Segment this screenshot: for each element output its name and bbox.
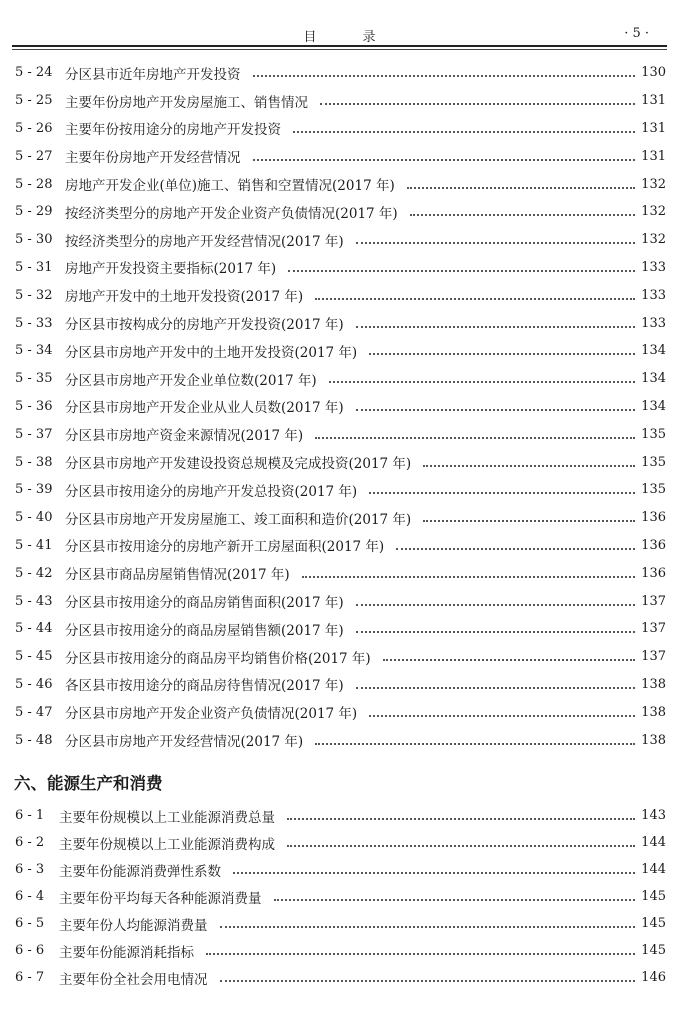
dot-leader (253, 74, 636, 77)
toc-entry-title: 分区县市房地产资金来源情况(2017 年) (65, 424, 309, 444)
toc-entry-number: 5 - 35 (15, 371, 53, 387)
toc-entry-number: 5 - 30 (15, 232, 53, 248)
toc-entry[interactable] (0, 59, 679, 87)
toc-section-6-list (0, 802, 679, 991)
toc-entry-title-wrap (65, 396, 635, 416)
toc-entry-title: 分区县市房地产开发建设投资总规模及完成投资(2017 年) (65, 452, 417, 472)
toc-entry-title: 主要年份房地产开发房屋施工、销售情况 (65, 91, 314, 111)
toc-entry-number: 5 - 40 (15, 510, 53, 526)
toc-entry[interactable] (0, 198, 679, 226)
toc-entry-number: 6 - 1 (15, 808, 45, 823)
toc-entry-page: 137 (641, 593, 666, 609)
toc-entry-page: 135 (641, 426, 666, 442)
toc-entry-number: 5 - 25 (15, 93, 53, 109)
toc-entry-number: 5 - 38 (15, 454, 53, 470)
toc-entry-title: 分区县市按用途分的房地产开发总投资(2017 年) (65, 480, 363, 500)
toc-entry-title: 分区县市房地产开发房屋施工、竣工面积和造价(2017 年) (65, 508, 417, 528)
toc-entry-title-wrap (65, 674, 635, 694)
toc-entry-number: 5 - 31 (15, 259, 53, 275)
toc-entry[interactable] (0, 476, 679, 504)
dot-leader (302, 575, 635, 578)
toc-entry-number: 5 - 42 (15, 565, 53, 581)
dot-leader (287, 844, 635, 847)
toc-entry[interactable] (0, 829, 679, 856)
toc-entry-title-wrap (65, 452, 635, 472)
toc-entry[interactable] (0, 281, 679, 309)
toc-entry-page: 138 (641, 676, 666, 692)
toc-entry-title: 分区县市房地产开发经营情况(2017 年) (65, 730, 309, 750)
toc-entry-page: 138 (641, 704, 666, 720)
toc-entry-page: 134 (641, 371, 666, 387)
toc-entry[interactable] (0, 643, 679, 671)
toc-entry-title-wrap (65, 563, 635, 583)
dot-leader (274, 898, 636, 901)
dot-leader (356, 325, 635, 328)
toc-entry-page: 144 (641, 862, 666, 877)
toc-entry-title-wrap (65, 480, 635, 500)
toc-entry-title-wrap (59, 833, 635, 853)
toc-entry-title: 主要年份人均能源消费量 (59, 914, 214, 934)
toc-entry-number: 6 - 5 (15, 916, 45, 931)
toc-entry[interactable] (0, 448, 679, 476)
toc-entry-number: 5 - 43 (15, 593, 53, 609)
toc-entry-page: 134 (641, 398, 666, 414)
header-rule-thin (12, 49, 667, 50)
toc-entry[interactable] (0, 226, 679, 254)
dot-leader (206, 952, 635, 955)
toc-entry-title-wrap (65, 230, 635, 250)
toc-entry[interactable] (0, 615, 679, 643)
dot-leader (423, 519, 635, 522)
toc-entry-title-wrap (59, 806, 635, 826)
toc-entry-title: 分区县市房地产开发企业单位数(2017 年) (65, 369, 323, 389)
toc-entry-title-wrap (65, 313, 635, 333)
toc-entry-title: 房地产开发中的土地开发投资(2017 年) (65, 285, 309, 305)
dot-leader (315, 436, 635, 439)
toc-entry-title-wrap (59, 860, 635, 880)
toc-entry[interactable] (0, 726, 679, 754)
toc-entry-page: 143 (641, 808, 666, 823)
toc-entry-title: 分区县市近年房地产开发投资 (65, 63, 247, 83)
section-6-heading: 六、能源生产和消费 (14, 774, 163, 793)
dot-leader (383, 658, 635, 661)
toc-entry[interactable] (0, 365, 679, 393)
toc-entry[interactable] (0, 87, 679, 115)
toc-entry-number: 6 - 2 (15, 835, 45, 850)
toc-entry[interactable] (0, 856, 679, 883)
toc-entry-title-wrap (65, 202, 635, 222)
toc-entry-title-wrap (65, 702, 635, 722)
dot-leader (315, 742, 635, 745)
dot-leader (315, 297, 635, 300)
toc-entry[interactable] (0, 254, 679, 282)
page-header (12, 26, 667, 45)
toc-entry-page: 137 (641, 621, 666, 637)
toc-entry-number: 5 - 44 (15, 621, 53, 637)
toc-entry-number: 5 - 46 (15, 676, 53, 692)
toc-entry[interactable] (0, 698, 679, 726)
toc-entry-page: 135 (641, 482, 666, 498)
toc-entry-title: 主要年份平均每天各种能源消费量 (59, 887, 268, 907)
toc-entry-title-wrap (65, 424, 635, 444)
toc-entry-page: 132 (641, 204, 666, 220)
toc-entry-number: 5 - 24 (15, 65, 53, 81)
toc-entry-title: 分区县市按用途分的商品房平均销售价格(2017 年) (65, 647, 377, 667)
toc-entry-number: 5 - 27 (15, 148, 53, 164)
toc-entry[interactable] (0, 337, 679, 365)
toc-entry-page: 132 (641, 176, 666, 192)
toc-entry-page: 144 (641, 835, 666, 850)
toc-entry-title-wrap (65, 730, 635, 750)
toc-entry-title: 主要年份全社会用电情况 (59, 968, 214, 988)
toc-entry-page: 133 (641, 315, 666, 331)
dot-leader (369, 714, 635, 717)
toc-entry[interactable] (0, 142, 679, 170)
toc-entry-number: 5 - 36 (15, 398, 53, 414)
toc-entry-title-wrap (65, 174, 635, 194)
toc-entry-page: 132 (641, 232, 666, 248)
toc-entry-title-wrap (65, 257, 635, 277)
toc-entry-title-wrap (59, 968, 635, 988)
toc-entry[interactable] (0, 115, 679, 143)
toc-entry-title-wrap (65, 619, 635, 639)
toc-entry-number: 5 - 32 (15, 287, 53, 303)
toc-entry[interactable] (0, 504, 679, 532)
toc-entry-title: 分区县市按构成分的房地产开发投资(2017 年) (65, 313, 350, 333)
toc-entry-number: 5 - 33 (15, 315, 53, 331)
toc-entry-page: 146 (641, 970, 666, 985)
toc-entry-title: 按经济类型分的房地产开发企业资产负债情况(2017 年) (65, 202, 404, 222)
toc-entry-title-wrap (65, 63, 635, 83)
toc-entry-page: 134 (641, 343, 666, 359)
toc-entry-page: 133 (641, 259, 666, 275)
toc-entry-title: 主要年份按用途分的房地产开发投资 (65, 118, 287, 138)
toc-entry-title: 按经济类型分的房地产开发经营情况(2017 年) (65, 230, 350, 250)
toc-entry-number: 5 - 48 (15, 732, 53, 748)
toc-entry-page: 145 (641, 943, 666, 958)
dot-leader (356, 603, 635, 606)
toc-entry-number: 6 - 4 (15, 889, 45, 904)
toc-entry-number: 5 - 37 (15, 426, 53, 442)
toc-entry-page: 136 (641, 510, 666, 526)
toc-entry-title-wrap (65, 118, 635, 138)
header-page-number: · 5 · (624, 26, 649, 41)
toc-entry-title-wrap (65, 591, 635, 611)
dot-leader (369, 352, 635, 355)
toc-entry-title-wrap (65, 369, 635, 389)
dot-leader (220, 925, 636, 928)
toc-entry-title-wrap (59, 941, 635, 961)
toc-entry-title-wrap (65, 146, 635, 166)
toc-entry-page: 135 (641, 454, 666, 470)
toc-entry-title: 房地产开发企业(单位)施工、销售和空置情况(2017 年) (65, 174, 401, 194)
toc-entry-title-wrap (65, 91, 635, 111)
dot-leader (287, 817, 635, 820)
toc-entry-title-wrap (65, 647, 635, 667)
toc-entry-title: 房地产开发投资主要指标(2017 年) (65, 257, 282, 277)
toc-section-5-list (0, 59, 679, 754)
dot-leader (423, 464, 635, 467)
toc-entry-number: 6 - 7 (15, 970, 45, 985)
dot-leader (233, 871, 635, 874)
dot-leader (356, 241, 635, 244)
toc-entry[interactable] (0, 802, 679, 829)
dot-leader (220, 979, 636, 982)
toc-entry-title: 主要年份规模以上工业能源消费总量 (59, 806, 281, 826)
toc-entry[interactable] (0, 420, 679, 448)
toc-entry-number: 5 - 45 (15, 649, 53, 665)
toc-entry-page: 145 (641, 889, 666, 904)
toc-entry-number: 6 - 6 (15, 943, 45, 958)
toc-entry-page: 136 (641, 565, 666, 581)
toc-entry-number: 5 - 28 (15, 176, 53, 192)
toc-entry-title: 分区县市按用途分的商品房屋销售额(2017 年) (65, 619, 350, 639)
toc-entry-page: 130 (641, 65, 666, 81)
toc-entry-number: 5 - 34 (15, 343, 53, 359)
toc-entry-page: 138 (641, 732, 666, 748)
toc-entry[interactable] (0, 964, 679, 991)
toc-entry[interactable] (0, 559, 679, 587)
dot-leader (356, 630, 635, 633)
toc-entry-title: 分区县市按用途分的商品房销售面积(2017 年) (65, 591, 350, 611)
toc-entry[interactable] (0, 587, 679, 615)
toc-entry-number: 5 - 29 (15, 204, 53, 220)
dot-leader (396, 547, 635, 550)
dot-leader (356, 408, 635, 411)
toc-entry-page: 131 (641, 148, 666, 164)
toc-entry-title-wrap (65, 341, 635, 361)
toc-entry[interactable] (0, 309, 679, 337)
toc-entry-page: 131 (641, 120, 666, 136)
dot-leader (293, 130, 635, 133)
toc-entry-title: 各区县市按用途分的商品房待售情况(2017 年) (65, 674, 350, 694)
toc-entry-title: 主要年份规模以上工业能源消费构成 (59, 833, 281, 853)
toc-entry-title: 分区县市房地产开发企业从业人员数(2017 年) (65, 396, 350, 416)
toc-entry-number: 6 - 3 (15, 862, 45, 877)
toc-entry-title: 分区县市房地产开发企业资产负债情况(2017 年) (65, 702, 363, 722)
dot-leader (369, 491, 635, 494)
toc-entry-title: 主要年份能源消费弹性系数 (59, 860, 227, 880)
toc-entry-number: 5 - 47 (15, 704, 53, 720)
toc-entry[interactable] (0, 532, 679, 560)
toc-entry[interactable] (0, 937, 679, 964)
dot-leader (329, 380, 635, 383)
toc-entry-number: 5 - 26 (15, 120, 53, 136)
header-title: 目录 (303, 30, 422, 45)
dot-leader (410, 213, 635, 216)
header-rule-thick (12, 45, 667, 47)
toc-entry[interactable] (0, 910, 679, 937)
toc-entry-page: 133 (641, 287, 666, 303)
toc-entry-title: 主要年份房地产开发经营情况 (65, 146, 247, 166)
toc-entry-number: 5 - 41 (15, 537, 53, 553)
toc-entry-page: 136 (641, 537, 666, 553)
dot-leader (320, 102, 635, 105)
dot-leader (356, 686, 635, 689)
toc-entry[interactable] (0, 393, 679, 421)
toc-entry-title-wrap (65, 285, 635, 305)
toc-entry-title-wrap (65, 508, 635, 528)
toc-entry-number: 5 - 39 (15, 482, 53, 498)
toc-entry-title: 分区县市商品房屋销售情况(2017 年) (65, 563, 296, 583)
toc-entry-page: 137 (641, 649, 666, 665)
toc-entry-page: 131 (641, 93, 666, 109)
dot-leader (253, 158, 636, 161)
toc-entry-title-wrap (59, 914, 635, 934)
dot-leader (407, 186, 635, 189)
toc-entry[interactable] (0, 170, 679, 198)
toc-entry-title: 分区县市按用途分的房地产新开工房屋面积(2017 年) (65, 535, 390, 555)
toc-entry-title: 分区县市房地产开发中的土地开发投资(2017 年) (65, 341, 363, 361)
dot-leader (288, 269, 635, 272)
toc-entry-title-wrap (65, 535, 635, 555)
toc-entry-title-wrap (59, 887, 635, 907)
toc-entry-title: 主要年份能源消耗指标 (59, 941, 200, 961)
toc-entry[interactable] (0, 883, 679, 910)
toc-entry-page: 145 (641, 916, 666, 931)
toc-entry[interactable] (0, 671, 679, 699)
